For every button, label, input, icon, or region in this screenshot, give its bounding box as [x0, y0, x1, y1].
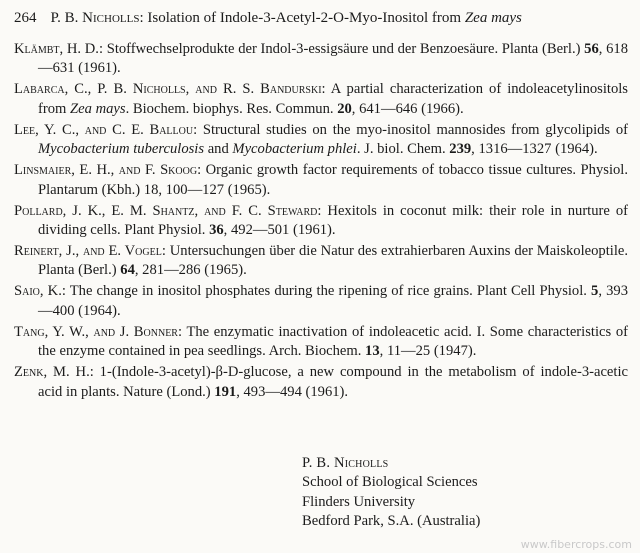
reference-author: Zenk, M. H. [14, 364, 90, 381]
reference-volume: 20 [337, 100, 352, 117]
reference-pages: , 281—286 (1965). [134, 262, 247, 279]
reference-italic: Mycobacterium phlei [232, 141, 357, 158]
reference-author: Klämbt, H. D. [14, 41, 99, 57]
reference-volume: 5 [591, 283, 599, 300]
reference-text: : A partial characterization of indoleacetylinositols from [38, 81, 628, 117]
reference-author: Labarca, C., P. B. Nicholls, and R. S. Bandurski [14, 81, 322, 98]
reference-pages: , 492—501 (1961). [223, 222, 336, 239]
reference-item [14, 80, 628, 119]
reference-text: . Biochem. biophys. Res. Commun. [125, 100, 338, 117]
header-title: : Isolation of Indole-3-Acetyl-2-O-Myo-Inositol from [139, 10, 465, 26]
reference-item [14, 242, 628, 281]
header-author: P. B. Nicholls [50, 10, 140, 26]
running-head [14, 8, 628, 28]
page-number: 264 [14, 10, 37, 26]
signature-address: Bedford Park, S.A. (Australia) [302, 513, 481, 530]
header-title-italic: Zea mays [464, 10, 522, 26]
reference-pages: , 493—494 (1961). [236, 383, 349, 400]
signature-affiliation: School of Biological Sciences [302, 474, 478, 491]
reference-author: Reinert, J., and E. Vogel [14, 243, 162, 260]
signature-name: P. B. Nicholls [302, 455, 389, 471]
reference-pages: , 618—631 (1961). [38, 41, 628, 77]
reference-text: : Hexitols in coconut milk: their role in nurture of dividing cells. Plant Physiol. [38, 202, 628, 239]
reference-volume: 191 [214, 383, 237, 400]
reference-author: Lee, Y. C., and C. E. Ballou [14, 121, 194, 138]
reference-text: : Untersuchungen über die Natur des extrahierbaren Auxins der Maiskoleoptile. Planta (Berl.) [38, 243, 629, 279]
reference-volume: 56 [584, 41, 599, 57]
reference-volume: 64 [120, 262, 135, 279]
reference-text: . J. biol. Chem. [356, 141, 450, 158]
reference-volume: 13 [365, 343, 380, 360]
reference-author: Linsmaier, E. H., and F. Skoog [14, 162, 198, 179]
reference-volume: 36 [209, 222, 224, 239]
reference-author: Tang, Y. W., and J. Bonner [14, 323, 178, 340]
reference-pages: , 393—400 (1964). [38, 283, 628, 319]
reference-pages: , 1316—1327 (1964). [471, 141, 598, 158]
reference-text: : The enzymatic inactivation of indoleacetic acid. I. Some characteristics of the enzyme contained in pea seedlings. Arch. Biochem. [38, 323, 628, 360]
reference-pages: , 11—25 (1947). [379, 343, 477, 360]
reference-item [14, 121, 628, 160]
reference-item [14, 363, 628, 402]
reference-author: Saio, K. [14, 283, 62, 300]
signature-university: Flinders University [302, 493, 416, 510]
page [14, 8, 628, 404]
reference-item [14, 202, 628, 241]
reference-text: : Structural studies on the myo-inositol mannosides from glycolipids of [193, 121, 628, 138]
reference-item [14, 323, 628, 362]
reference-item [14, 282, 628, 321]
author-signature-block [302, 454, 480, 532]
reference-item [14, 161, 628, 200]
reference-text: and [204, 141, 233, 158]
reference-text: : Stoffwechselprodukte der Indol-3-essigsäure und der Benzoesäure. Planta (Berl.) [98, 41, 585, 57]
watermark: www.fibercrops.com [520, 538, 632, 551]
reference-volume: 239 [449, 141, 472, 158]
reference-italic: Mycobacterium tuberculosis [38, 141, 205, 158]
reference-text: : Organic growth factor requirements of tobacco tissue cultures. Physiol. Plantarum (Kbh.) 18, 100—127 (1965). [38, 162, 628, 198]
reference-text: : 1-(Indole-3-acetyl)-β-D-glucose, a new compound in the metabolism of indole-3-acetic acid in plants. Nature (Lond.) [38, 364, 628, 400]
reference-italic: Zea mays [70, 100, 126, 117]
reference-text: : The change in inositol phosphates during the ripening of rice grains. Plant Cell Physiol. [61, 283, 592, 300]
reference-author: Pollard, J. K., E. M. Shantz, and F. C. Steward [14, 202, 318, 219]
reference-item [14, 40, 628, 79]
reference-pages: , 641—646 (1966). [351, 100, 464, 117]
reference-list [14, 40, 628, 402]
